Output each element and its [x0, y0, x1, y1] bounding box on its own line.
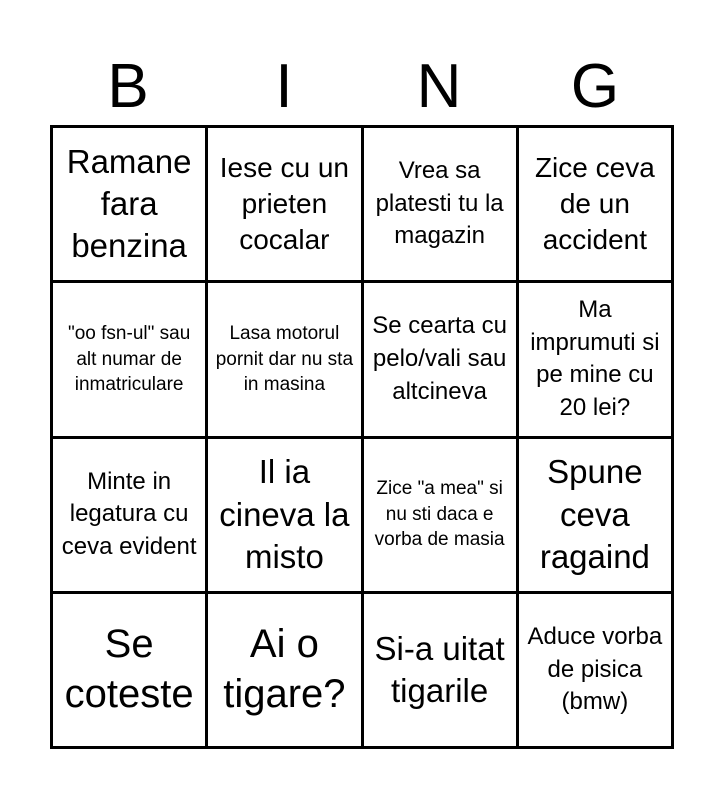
cell-text: Ramane fara benzina — [66, 142, 192, 265]
header-letter-i: I — [275, 52, 293, 121]
bingo-cell[interactable] — [208, 594, 360, 746]
bingo-cell[interactable] — [364, 283, 516, 435]
bingo-cell[interactable] — [519, 128, 671, 280]
bingo-header — [50, 52, 672, 122]
bingo-cell[interactable] — [53, 128, 205, 280]
header-letter-g: G — [570, 52, 620, 121]
bingo-cell[interactable] — [519, 594, 671, 746]
bingo-cell[interactable] — [519, 439, 671, 591]
bingo-cell[interactable] — [519, 283, 671, 435]
cell-text: Zice ceva de un accident — [534, 152, 655, 256]
cell-text: Iese cu un prieten cocalar — [219, 152, 349, 256]
header-letter-b: B — [107, 52, 149, 121]
bingo-cell[interactable] — [53, 594, 205, 746]
cell-text: Spune ceva ragaind — [539, 453, 650, 575]
bingo-cell[interactable] — [208, 128, 360, 280]
header-letter-n: N — [416, 52, 462, 121]
bingo-cell[interactable] — [364, 594, 516, 746]
cell-text: Vrea sa platesti tu la magazin — [375, 157, 504, 250]
cell-text: Aduce vorba de pisica (bmw) — [527, 622, 663, 716]
cell-text: Ai o tigare? — [223, 622, 346, 716]
bingo-cell[interactable] — [53, 283, 205, 435]
cell-text: Il ia cineva la misto — [219, 453, 350, 575]
cell-text: Se cearta cu pelo/vali sau altcineva — [372, 312, 507, 405]
cell-text: Se coteste — [64, 622, 194, 716]
cell-text: Zice "a mea" si nu sti daca e vorba de masia — [374, 478, 505, 551]
bingo-cell[interactable] — [364, 128, 516, 280]
bingo-cell[interactable] — [208, 283, 360, 435]
bingo-cell[interactable] — [208, 439, 360, 591]
cell-text: Si-a uitat tigarile — [374, 629, 505, 709]
cell-text: Lasa motorul pornit dar nu sta in masina — [215, 322, 354, 396]
bingo-cell[interactable] — [53, 439, 205, 591]
bingo-cell[interactable] — [364, 439, 516, 591]
cell-text: Minte in legatura cu ceva evident — [61, 467, 197, 560]
cell-text: "oo fsn-ul" sau alt numar de inmatriculare — [67, 322, 191, 396]
cell-text: Ma imprumuti si pe mine cu 20 lei? — [530, 296, 660, 421]
bingo-board — [50, 125, 674, 749]
